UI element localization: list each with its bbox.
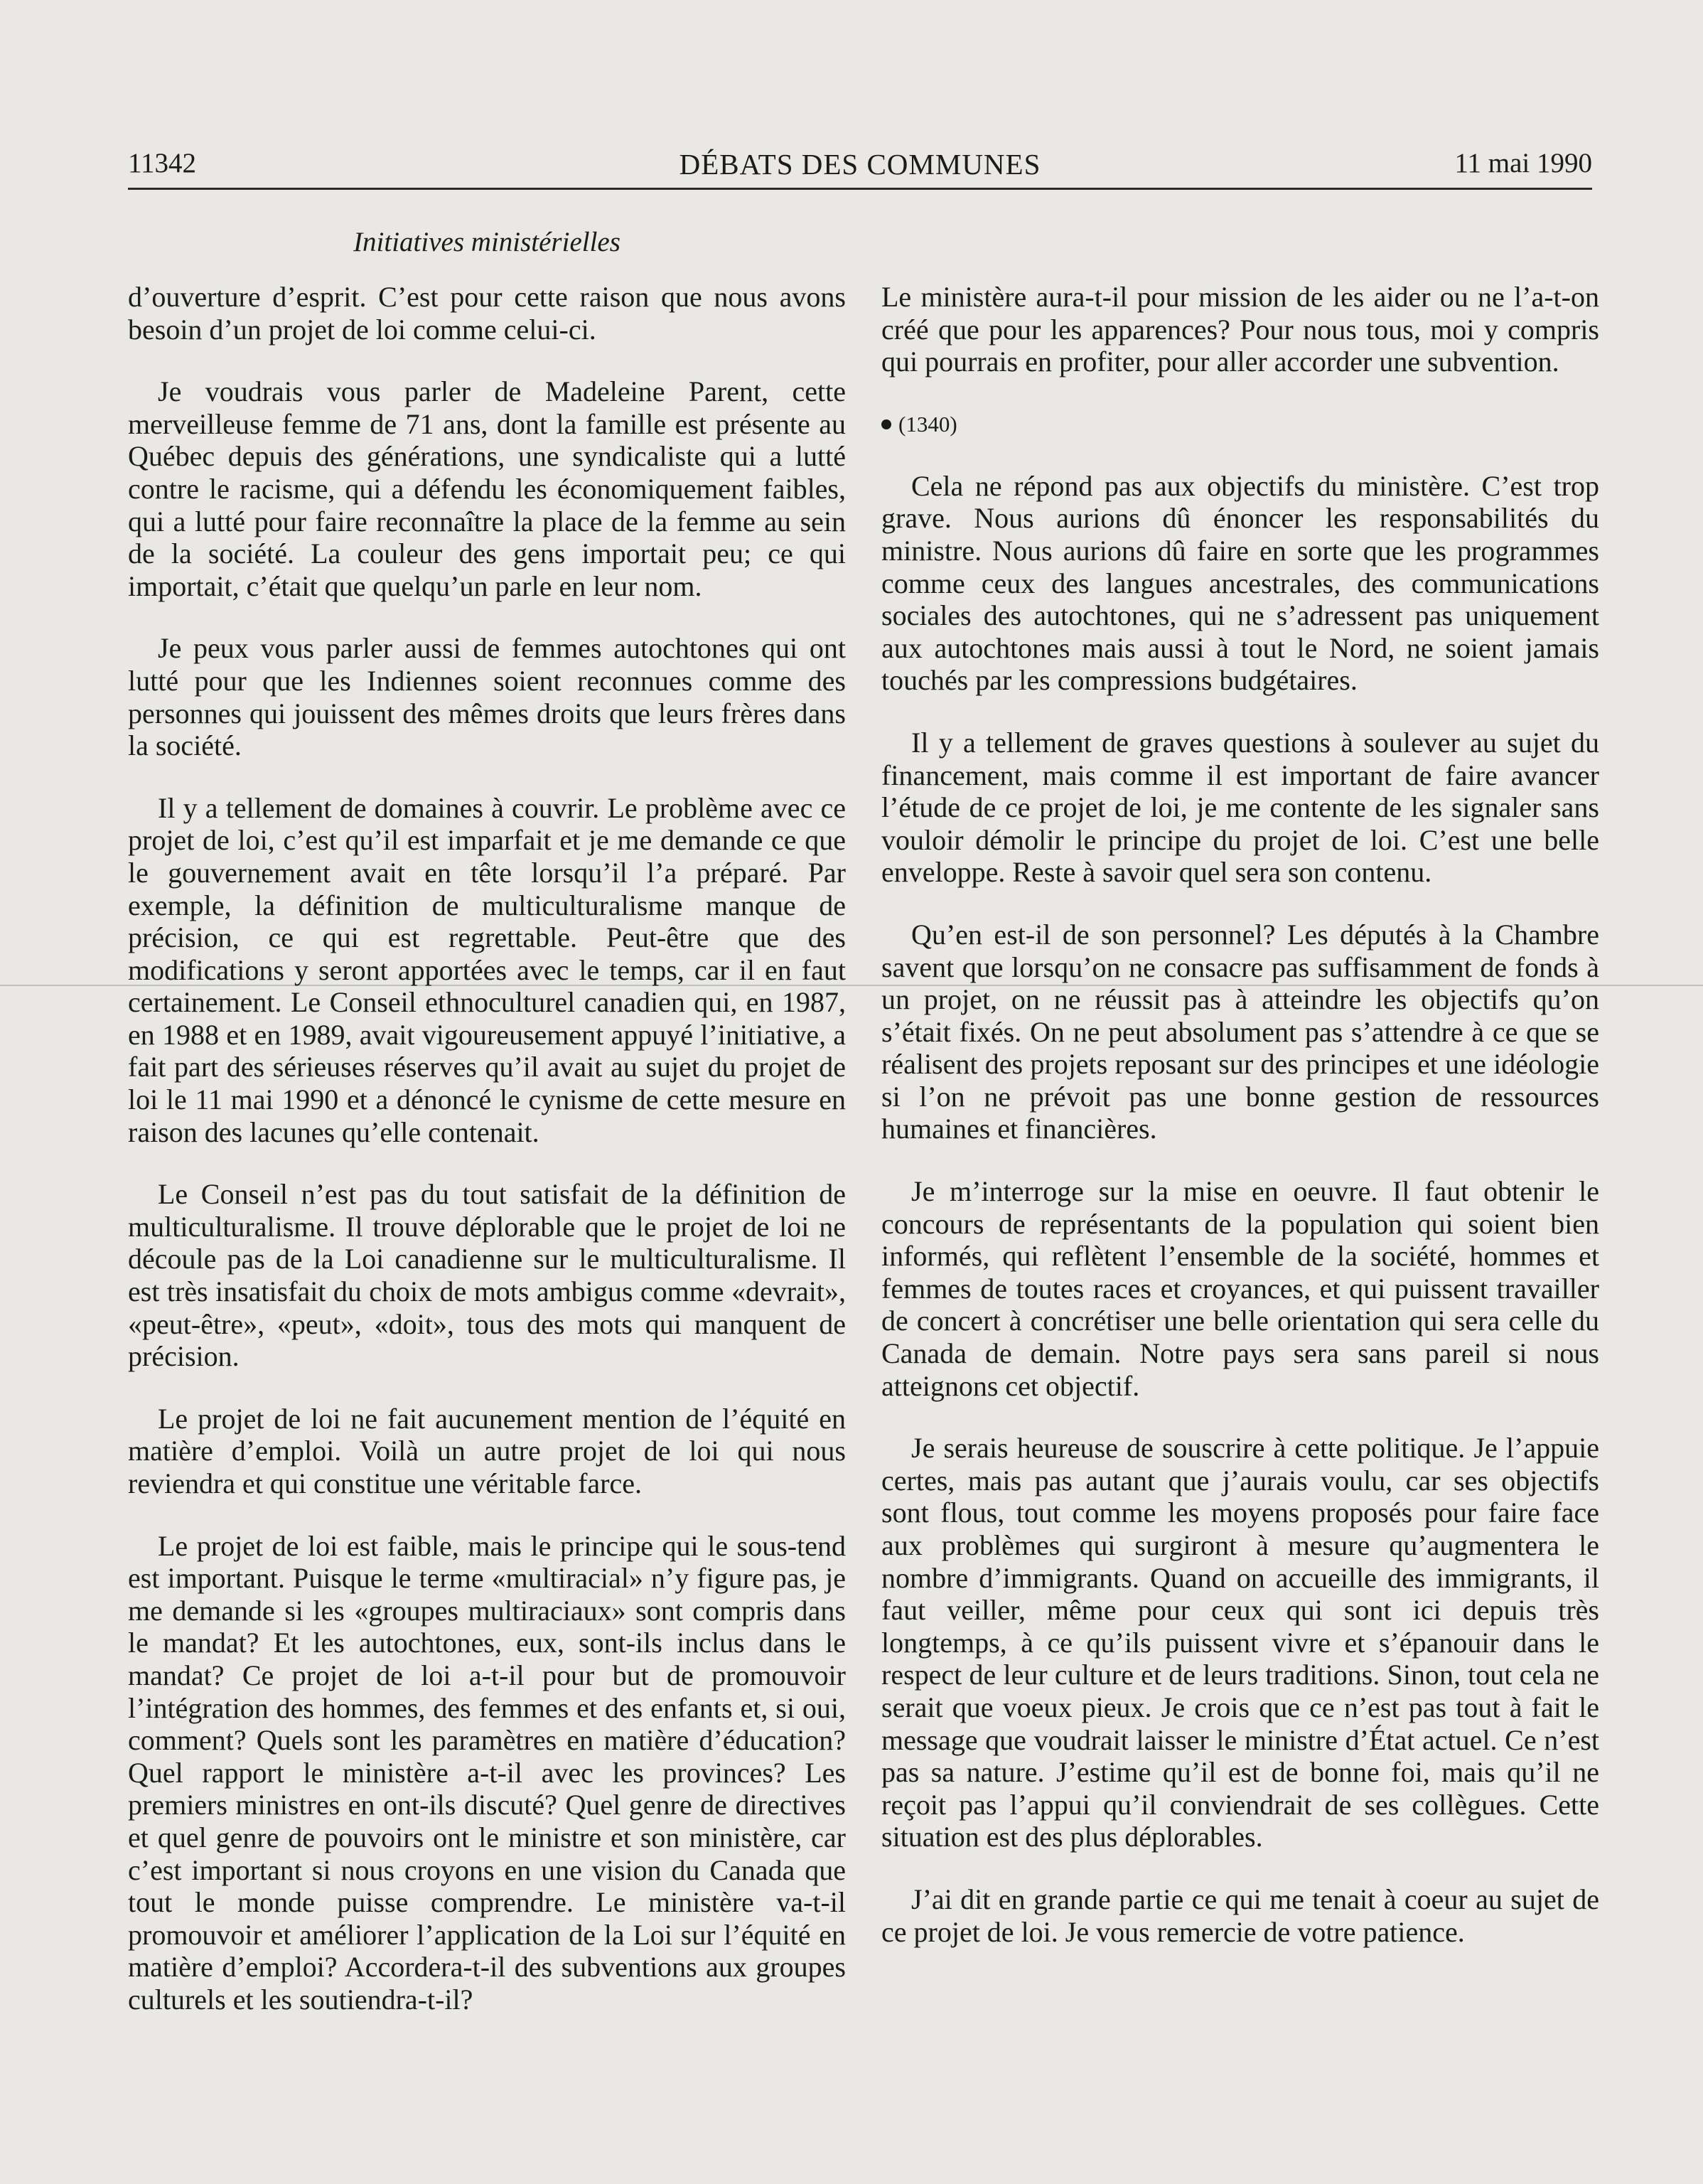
paragraph: Qu’en est-il de son personnel? Les députés à la Chambre savent que lorsqu’on ne consacre pas suffisamment de fonds à un projet, on ne réussit pas à atteindre les objectifs qu’on s’était fixés. On ne peut absolument pas s’attendre à ce que se réalisent des projets reposant sur des principes et une idéologie si l’on ne prévoit pas une bonne gestion de ressources humaines et financières. [881, 918, 1599, 1145]
paragraph: Je peux vous parler aussi de femmes autochtones qui ont lutté pour que les Indiennes soient reconnues comme des personnes qui jouissent des mêmes droits que leurs frères dans la société. [128, 632, 846, 762]
section-heading: Initiatives ministérielles [353, 227, 621, 257]
paragraph: J’ai dit en grande partie ce qui me tenait à coeur au sujet de ce projet de loi. Je vous remercie de votre patience. [881, 1883, 1599, 1948]
left-column [128, 281, 846, 2046]
paragraph: Le projet de loi est faible, mais le principe qui le sous-tend est important. Puisque le terme «multiracial» n’y figure pas, je me demande si les «groupes multiraciaux» sont compris dans le mandat? Et les autochtones, eux, sont-ils inclus dans le mandat? Ce projet de loi a-t-il pour but de promouvoir l’intégration des hommes, des femmes et des enfants et, si oui, comment? Quels sont les paramètres en matière d’éducation? Quel rapport le ministère a-t-il avec les provinces? Les premiers ministres en ont-ils discuté? Quel genre de directives et quel genre de pouvoirs ont le ministre et son ministère, car c’est important si nous croyons en une vision du Canada que tout le monde puisse comprendre. Le ministère va-t-il promouvoir et améliorer l’application de la Loi sur l’équité en matière d’emploi? Accordera-t-il des subventions aux groupes culturels et les soutiendra-t-il? [128, 1529, 846, 2016]
header-rule [128, 188, 1592, 190]
paragraph: Il y a tellement de domaines à couvrir. Le problème avec ce projet de loi, c’est qu’il est imparfait et je me demande ce que le gouvernement avait en tête lorsqu’il l’a préparé. Par exemple, la définition de multiculturalisme manque de précision, ce qui est regrettable. Peut-être que des modifications y seront apportées avec le temps, car il en faut certainement. Le Conseil ethnoculturel canadien qui, en 1987, en 1988 et en 1989, avait vigoureusement appuyé l’initiative, a fait part des sérieuses réserves qu’il avait au sujet du projet de loi le 11 mai 1990 et a dénoncé le cynisme de cette mesure en raison des lacunes qu’elle contenait. [128, 791, 846, 1148]
paragraph: Le projet de loi ne fait aucunement mention de l’équité en matière d’emploi. Voilà un autre projet de loi qui nous reviendra et qui constitue une véritable farce. [128, 1402, 846, 1499]
time-marker [881, 408, 1599, 440]
page-header [128, 147, 1592, 190]
paragraph: Il y a tellement de graves questions à soulever au sujet du financement, mais comme il est important de faire avancer l’étude de ce projet de loi, je me contente de les signaler sans vouloir démolir le principe du projet de loi. C’est une belle enveloppe. Reste à savoir quel sera son contenu. [881, 726, 1599, 889]
header-date: 11 mai 1990 [1454, 148, 1592, 178]
paragraph: Cela ne répond pas aux objectifs du ministère. C’est trop grave. Nous aurions dû énoncer les responsabilités du ministre. Nous aurions dû faire en sorte que les programmes comme ceux des langues ancestrales, des communications sociales des autochtones, qui ne s’adressent pas uniquement aux autochtones mais aussi à tout le Nord, ne soient jamais touchés par les compressions budgétaires. [881, 469, 1599, 697]
bullet-icon [881, 419, 891, 429]
paragraph: Le ministère aura-t-il pour mission de les aider ou ne l’a-t-on créé que pour les apparences? Pour nous tous, moi y compris qui pourrais en profiter, pour aller accorder une subvention. [881, 281, 1599, 378]
time-marker-text: (1340) [898, 411, 957, 437]
paragraph: Je serais heureuse de souscrire à cette politique. Je l’appuie certes, mais pas autant que j’aurais voulu, car ses objectifs sont flous, tout comme les moyens proposés pour faire face aux problèmes qui surgiront à mesure qu’augmentera le nombre d’immigrants. Quand on accueille des immigrants, il faut veiller, même pour ceux qui sont ici depuis très longtemps, à ce qu’ils puissent vivre et s’épanouir dans le respect de leur culture et de leurs traditions. Sinon, tout cela ne serait que voeux pieux. Je crois que ce n’est pas tout à fait le message que voudrait laisser le ministre d’État actuel. Ce n’est pas sa nature. J’estime qu’il est de bonne foi, mais qu’il ne reçoit pas l’appui qu’il conviendrait de ses collègues. Cette situation est des plus déplorables. [881, 1432, 1599, 1853]
paragraph: d’ouverture d’esprit. C’est pour cette raison que nous avons besoin d’un projet de loi comme celui-ci. [128, 281, 846, 346]
page-number: 11342 [128, 148, 197, 178]
paragraph: Je m’interroge sur la mise en oeuvre. Il faut obtenir le concours de représentants de la population qui soient bien informés, qui reflètent l’ensemble de la société, hommes et femmes de toutes races et croyances, et qui puissent travailler de concert à concrétiser une belle orientation qui sera celle du Canada de demain. Notre pays sera sans pareil si nous atteignons cet objectif. [881, 1175, 1599, 1402]
paragraph: Le Conseil n’est pas du tout satisfait de la définition de multiculturalisme. Il trouve déplorable que le projet de loi ne découle pas de la Loi canadienne sur le multiculturalisme. Il est très insatisfait du choix de mots ambigus comme «devrait», «peut-être», «peut», «doit», tous des mots qui manquent de précision. [128, 1178, 846, 1373]
publication-title: DÉBATS DES COMMUNES [679, 148, 1041, 181]
right-column [881, 281, 1599, 1978]
paragraph: Je voudrais vous parler de Madeleine Parent, cette merveilleuse femme de 71 ans, dont la famille est présente au Québec depuis des générations, une syndicaliste qui a lutté contre le racisme, qui a défendu les économiquement faibles, qui a lutté pour faire reconnaître la place de la femme au sein de la société. La couleur des gens importait peu; ce qui importait, c’était que quelqu’un parle en leur nom. [128, 375, 846, 602]
